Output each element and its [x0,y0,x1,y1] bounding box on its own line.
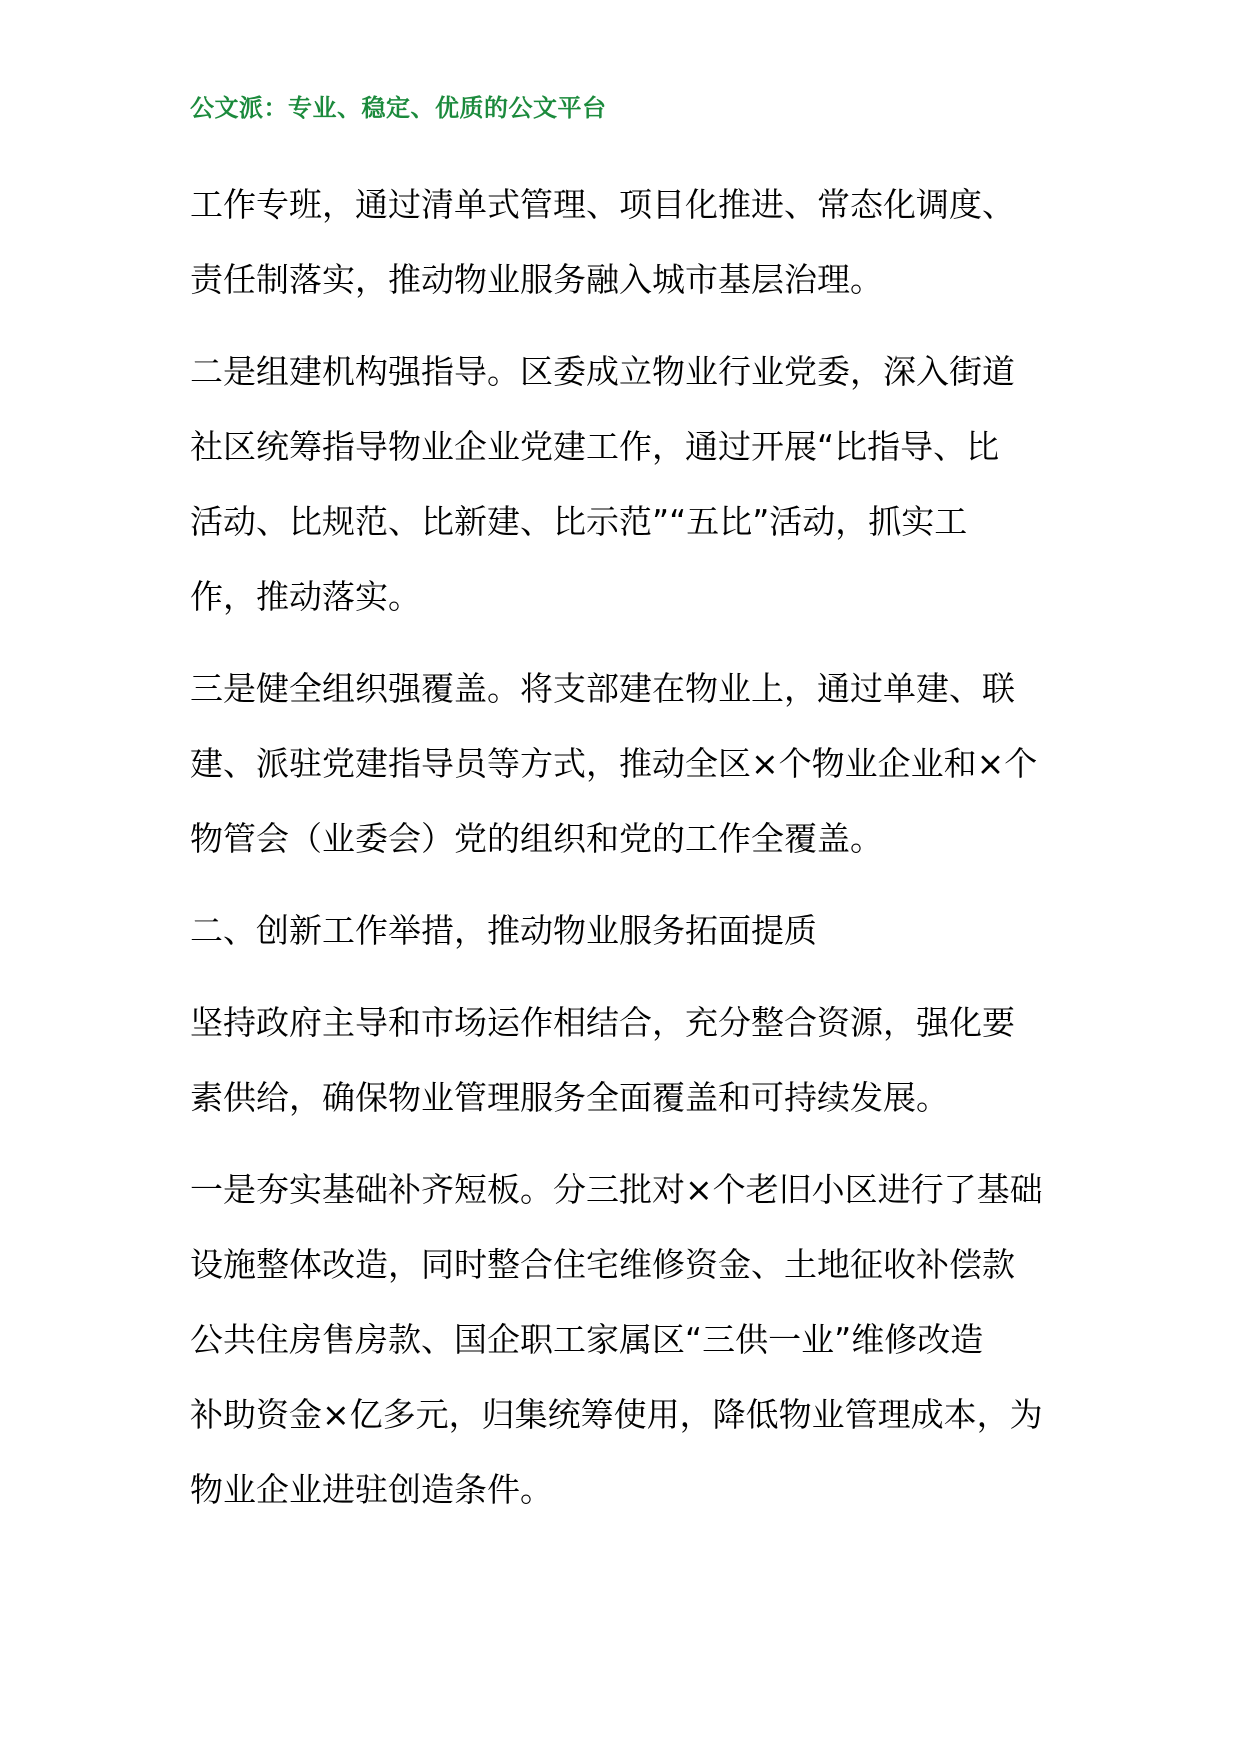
text-line: 一是夯实基础补齐短板。分三批对×个老旧小区进行了基础 [190,1170,1043,1209]
text-line: 坚持政府主导和市场运作相结合，充分整合资源，强化要 [190,1003,1015,1042]
text-line: 作，推动落实。 [190,577,421,616]
text-line: 建、派驻党建指导员等方式，推动全区×个物业企业和×个 [190,744,1038,783]
document-body [190,167,1060,1544]
paragraph [190,334,1060,634]
text-line: 补助资金×亿多元，归集统筹使用，降低物业管理成本，为 [190,1395,1043,1434]
text-line: 素供给，确保物业管理服务全面覆盖和可持续发展。 [190,1078,949,1117]
text-line: 二是组建机构强指导。区委成立物业行业党委，深入街道 [190,352,1015,391]
text-line: 三是健全组织强覆盖。将支部建在物业上，通过单建、联 [190,669,1015,708]
text-line: 活动、比规范、比新建、比示范”“五比”活动，抓实工 [190,502,968,541]
paragraph [190,167,1060,317]
text-line: 社区统筹指导物业企业党建工作，通过开展“比指导、比 [190,427,1000,466]
text-line: 物管会（业委会）党的组织和党的工作全覆盖。 [190,819,883,858]
paragraph [190,651,1060,876]
text-line: 公共住房售房款、国企职工家属区“三供一业”维修改造 [190,1320,984,1359]
paragraph [190,985,1060,1135]
text-line: 二、创新工作举措，推动物业服务拓面提质 [190,911,817,950]
text-line: 工作专班，通过清单式管理、项目化推进、常态化调度、 [190,185,1015,224]
page-header-title: 公文派：专业、稳定、优质的公文平台 [190,94,607,122]
text-line: 责任制落实，推动物业服务融入城市基层治理。 [190,260,883,299]
text-line: 设施整体改造，同时整合住宅维修资金、土地征收补偿款 [190,1245,1015,1284]
paragraph [190,893,1060,968]
paragraph [190,1152,1060,1527]
text-line: 物业企业进驻创造条件。 [190,1470,553,1509]
